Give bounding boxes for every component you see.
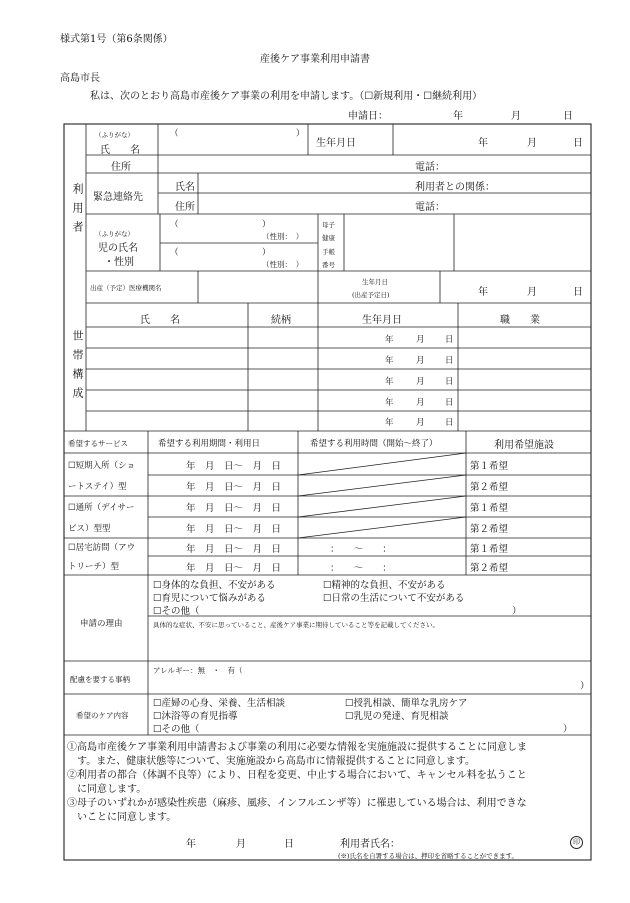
hh-row-5-m: 月: [416, 418, 425, 428]
care-needs-label: 配慮を要する事柄: [70, 675, 130, 684]
child-birth-month: 月: [527, 287, 537, 298]
svc-short-stay-2: ートステイ）型: [68, 482, 127, 492]
consent-line-4: に同意します。: [77, 784, 147, 795]
reason-opt-other[interactable]: ☐その他（: [153, 606, 200, 617]
application-day: 日: [563, 111, 573, 122]
application-month: 月: [511, 111, 521, 122]
furigana-open: （: [170, 129, 179, 139]
reason-other-close: ）: [512, 606, 522, 617]
hh-col-relation: 続柄: [271, 315, 291, 326]
furigana-close: ）: [296, 129, 305, 139]
svc-choice-6: 第２希望: [470, 563, 509, 574]
name-label: 氏 名: [100, 145, 140, 156]
emergency-relation-label: 利用者との関係：: [415, 182, 495, 193]
reason-opt-childcare[interactable]: ☐育児について悩みがある: [153, 593, 266, 604]
child-birth-year: 年: [478, 287, 488, 298]
svc-choice-1: 第１希望: [470, 461, 509, 472]
emergency-address-label: 住所: [175, 202, 195, 213]
hh-row-5-d: 日: [445, 418, 454, 428]
child1-open: （: [170, 220, 179, 230]
handbook-1: 母子: [322, 221, 335, 229]
hh-row-2-m: 月: [416, 356, 425, 366]
allergy-close: ）: [580, 681, 590, 692]
user-section-label: 利用者: [71, 183, 84, 240]
svc-outreach-2: トリーチ）型: [68, 562, 120, 572]
birth-day: 日: [573, 138, 583, 149]
svc-outreach-1[interactable]: ☐居宅訪問（アウ: [68, 543, 136, 553]
svc-time-6: ： ～ ：: [330, 563, 392, 574]
care-other-close: ）: [563, 724, 573, 735]
birthdate-label: 生年月日: [316, 138, 356, 149]
hh-col-job: 職 業: [500, 315, 540, 326]
hh-col-birth: 生年月日: [362, 315, 402, 326]
care-opt-bathing[interactable]: ☐沐浴等の育児指導: [153, 711, 238, 722]
svc-period-3: 年 月 日～ 月 日: [186, 503, 282, 514]
seal-icon: 印: [570, 836, 583, 849]
emergency-label: 緊急連絡先: [93, 192, 143, 203]
application-date-label: 申請日：: [348, 111, 388, 122]
hh-row-1-d: 日: [445, 335, 454, 345]
phone-label: 電話：: [415, 162, 445, 173]
child-birth-sub: (出産予定日): [352, 291, 390, 299]
hh-row-4-m: 月: [416, 398, 425, 408]
hh-row-3-d: 日: [445, 377, 454, 387]
intro-text: 私は、次のとおり高島市産後ケア事業の利用を申請します。（☐新規利用・☐継続利用）: [90, 91, 483, 102]
handbook-3: 手帳: [322, 248, 335, 256]
child-birth-day: 日: [573, 287, 583, 298]
birth-month: 月: [527, 138, 537, 149]
care-opt-breastfeeding[interactable]: ☐授乳相談、簡単な乳房ケア: [345, 698, 468, 709]
form-number: 様式第1号（第6条関係）: [60, 34, 173, 45]
child-furigana-label: （ふりがな）: [95, 230, 134, 238]
svc-day-1[interactable]: ☐通所（デイサー: [68, 503, 135, 513]
consent-line-5: ③母子のいずれかが感染性疾患（麻疹、風疹、インフルエンザ等）に罹患している場合は、利用できな: [67, 798, 527, 809]
application-year: 年: [453, 111, 463, 122]
sign-day: 日: [284, 839, 294, 850]
child-gender-label: ・性別: [104, 257, 134, 268]
addressee: 高島市長: [60, 73, 100, 84]
hh-row-4-y: 年: [385, 398, 394, 408]
care-opt-other[interactable]: ☐その他（: [153, 724, 200, 735]
hh-row-4-d: 日: [445, 398, 454, 408]
reason-detail: 具体的な症状、不安に思っていること、産後ケア事業に期待していること等を記載してください。: [153, 621, 439, 629]
address-label: 住所: [111, 162, 131, 173]
child1-gender: （性別： ）: [262, 232, 304, 241]
reason-opt-physical[interactable]: ☐身体的な負担、不安がある: [153, 580, 276, 591]
child2-gender: （性別： ）: [262, 260, 304, 269]
reason-label: 申請の理由: [80, 619, 123, 629]
allergy-text: アレルギー：無 ・ 有（: [153, 666, 243, 675]
reason-opt-daily[interactable]: ☐日常の生活について不安がある: [323, 593, 465, 604]
child-birth-label: 生年月日: [362, 278, 388, 286]
svc-period-6: 年 月 日～ 月 日: [186, 563, 282, 574]
sign-year: 年: [186, 839, 196, 850]
consent-line-3: ②利用者の都合（体調不良等）により、日程を変更、中止する場合において、キャンセル料を払うこと: [67, 770, 527, 781]
consent-line-2: す。また、健康状態等について、実施施設から高島市に情報提供することに同意します。: [77, 756, 475, 767]
svc-day-2: ビス）型型: [68, 524, 111, 534]
hospital-label: 出産（予定）医療機関名: [90, 284, 162, 292]
hh-row-5-y: 年: [385, 418, 394, 428]
desired-care-label: 希望のケア内容: [76, 711, 129, 720]
hh-row-3-m: 月: [416, 377, 425, 387]
svc-period-4: 年 月 日～ 月 日: [186, 524, 282, 535]
reason-opt-mental[interactable]: ☐精神的な負担、不安がある: [323, 580, 446, 591]
svc-period-2: 年 月 日～ 月 日: [186, 482, 282, 493]
hh-row-1-y: 年: [385, 335, 394, 345]
svc-period-1: 年 月 日～ 月 日: [186, 461, 282, 472]
svc-choice-2: 第２希望: [470, 482, 509, 493]
svc-choice-5: 第１希望: [470, 544, 509, 555]
birth-year: 年: [478, 138, 488, 149]
svc-short-stay-1[interactable]: ☐短期入所（ショ: [68, 461, 135, 471]
care-opt-development[interactable]: ☐乳児の発達、育児相談: [345, 711, 449, 722]
emergency-phone-label: 電話：: [415, 202, 445, 213]
svc-col-facility: 利用希望施設: [494, 440, 554, 451]
care-opt-counseling[interactable]: ☐産婦の心身、栄養、生活相談: [153, 698, 286, 709]
child1-close: ）: [262, 220, 271, 230]
svc-choice-4: 第２希望: [470, 524, 509, 535]
signature-label: 利用者氏名：: [340, 839, 400, 850]
svc-col-time: 希望する利用時間（開始～終了）: [310, 439, 438, 449]
hh-row-3-y: 年: [385, 377, 394, 387]
document-title: 産後ケア事業利用申請書: [260, 54, 370, 65]
svc-period-5: 年 月 日～ 月 日: [186, 544, 282, 555]
hh-col-name: 氏 名: [140, 315, 180, 326]
consent-line-1: ①高島市産後ケア事業利用申請書および事業の利用に必要な情報を実施施設に提供することに同意しま: [67, 742, 527, 753]
handbook-4: 番号: [322, 261, 335, 269]
handbook-2: 健康: [322, 234, 335, 242]
svc-choice-3: 第１希望: [470, 503, 509, 514]
sign-month: 月: [236, 839, 246, 850]
hh-row-1-m: 月: [416, 335, 425, 345]
svc-col-service: 希望するサービス: [68, 439, 128, 448]
consent-line-6: いことに同意します。: [77, 812, 177, 823]
hh-row-2-y: 年: [385, 356, 394, 366]
signature-note: (※)氏名を自署する場合は、押印を省略することができます。: [338, 852, 519, 860]
svc-col-period: 希望する利用期間・利用日: [158, 439, 261, 449]
child2-close: ）: [262, 248, 271, 258]
child-name-label: 児の氏名: [98, 243, 138, 254]
emergency-name-label: 氏名: [175, 182, 195, 193]
child2-open: （: [170, 248, 179, 258]
household-section-label: 世帯構成: [71, 330, 84, 406]
furigana-label: （ふりがな）: [95, 131, 134, 139]
hh-row-2-d: 日: [445, 356, 454, 366]
svc-time-5: ： ～ ：: [330, 544, 392, 555]
